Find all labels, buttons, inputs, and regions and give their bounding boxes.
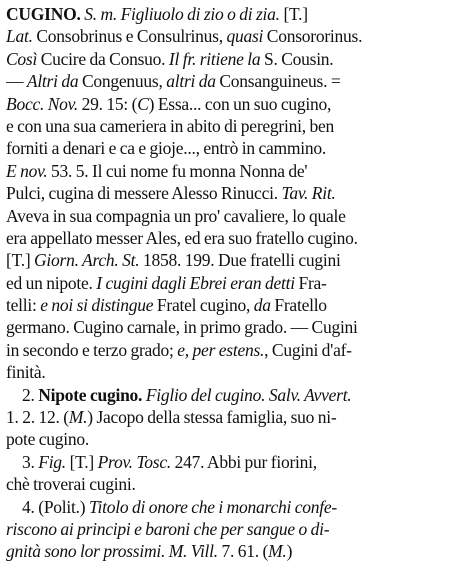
body-text: Cucire da Consuo. (37, 48, 169, 69)
body-text: 1. 2. 12. ( (6, 407, 69, 428)
body-text: 29. 15: ( (78, 93, 138, 114)
text-line (6, 93, 467, 115)
text-line (6, 518, 467, 540)
italic-text: Così (6, 48, 38, 69)
text-line (6, 473, 467, 495)
text-line (6, 451, 467, 473)
text-line (6, 294, 467, 316)
italic-text: Figlio del cugino. Salv. Avvert. (145, 384, 352, 405)
body-text: Congenuus, (78, 71, 167, 92)
italic-text: da (253, 295, 271, 316)
italic-text: Fig. (38, 451, 66, 472)
text-line (6, 249, 467, 271)
text-line (6, 25, 467, 47)
text-line (6, 540, 467, 562)
body-text: ) (286, 541, 293, 562)
body-text: [T.] (279, 4, 308, 24)
body-text: telli: (6, 295, 41, 316)
italic-text: quasi (226, 26, 264, 47)
body-text: ) Jacopo della stessa famiglia, suo ni- (87, 407, 337, 428)
bold-text: Nipote cugino. (38, 384, 143, 405)
italic-text: riscono ai principi e baroni che per sangue o di- (6, 518, 330, 539)
body-text: Consanguineus. = (215, 71, 341, 92)
italic-text: M. (268, 541, 287, 562)
body-text: [T.] (65, 451, 98, 472)
italic-text: Giorn. Arch. St. (34, 250, 140, 271)
italic-text: Tav. Rit. (281, 183, 336, 204)
body-text: Pulci, cugina di messere Alesso Rinucci. (6, 183, 282, 204)
italic-text: M. (68, 407, 88, 428)
body-text: Aveva in sua compagnia un pro' cavaliere, lo quale (6, 205, 346, 226)
body-text: ) Essa... con un suo cugino, (148, 93, 332, 114)
text-line (6, 406, 467, 428)
italic-text: E nov. (6, 160, 48, 181)
body-text: finità. (6, 362, 46, 383)
italic-text: Titolo di onore che i monarchi confe- (88, 496, 337, 517)
text-line (6, 227, 467, 249)
italic-text: Bocc. Nov. (6, 93, 78, 114)
text-line (6, 70, 467, 92)
body-text: — (6, 71, 27, 92)
body-text: germano. Cugino carnale, in primo grado. — Cugini (6, 317, 358, 338)
text-line (6, 3, 467, 25)
body-text: Fratello (270, 295, 327, 316)
body-text: [T.] (6, 250, 35, 271)
text-line (6, 428, 467, 450)
body-text: chè troverai cugini. (6, 474, 136, 495)
text-line (6, 361, 467, 383)
body-text: 3. (22, 451, 39, 472)
body-text: era appellato messer Ales, ed era suo fratello cugino. (6, 227, 358, 248)
text-line (6, 115, 467, 137)
body-text: S. Cousin. (260, 48, 334, 69)
italic-text: C (137, 93, 149, 114)
italic-text: e, per estens. (177, 339, 265, 360)
body-text: 7. 61. ( (217, 541, 269, 562)
body-text: pote cugino. (6, 429, 90, 450)
body-text: , Cugini d'af- (264, 339, 352, 360)
italic-text: Il fr. ritiene la (168, 48, 261, 69)
text-line (6, 48, 467, 70)
body-text: 4. (Polit.) (22, 496, 89, 517)
text-line (6, 137, 467, 159)
text-line (6, 272, 467, 294)
body-text: forniti a denari e ca e gioje..., entrò in cammino. (6, 138, 326, 159)
body-text: 2. (22, 384, 39, 405)
body-text: Consobrinus e Consulrinus, (32, 26, 227, 47)
body-text: Fratel cugino, (153, 295, 254, 316)
text-line (6, 316, 467, 338)
bold-text: CUGINO. (6, 4, 81, 24)
body-text: 247. Abbi pur fiorini, (171, 451, 317, 472)
body-text: e con una sua cameriera in abito di peregrini, ben (6, 115, 334, 136)
italic-text: Prov. Tosc. (97, 451, 172, 472)
body-text: ed un nipote. (6, 272, 97, 293)
italic-text: gnità sono lor prossimi. M. Vill. (6, 541, 218, 562)
body-text: in secondo e terzo grado; (6, 339, 178, 360)
text-line (6, 496, 467, 518)
italic-text: altri da (166, 71, 216, 92)
text-line (6, 205, 467, 227)
body-text: 53. 5. Il cui nome fu monna Nonna de' (47, 160, 308, 181)
text-line (6, 384, 467, 406)
italic-text: e noi si distingue (40, 295, 154, 316)
italic-text: I cugini dagli Ebrei eran detti (96, 272, 295, 293)
italic-text: Lat. (6, 26, 33, 47)
body-text: Fra- (294, 272, 327, 293)
italic-text: S. m. Figliuolo di zio o di zia. (84, 4, 280, 24)
italic-text: Altri da (26, 71, 79, 92)
body-text: Consororinus. (263, 26, 363, 47)
body-text: 1858. 199. Due fratelli cugini (139, 250, 341, 271)
text-line (6, 182, 467, 204)
text-line (6, 339, 467, 361)
text-line (6, 160, 467, 182)
